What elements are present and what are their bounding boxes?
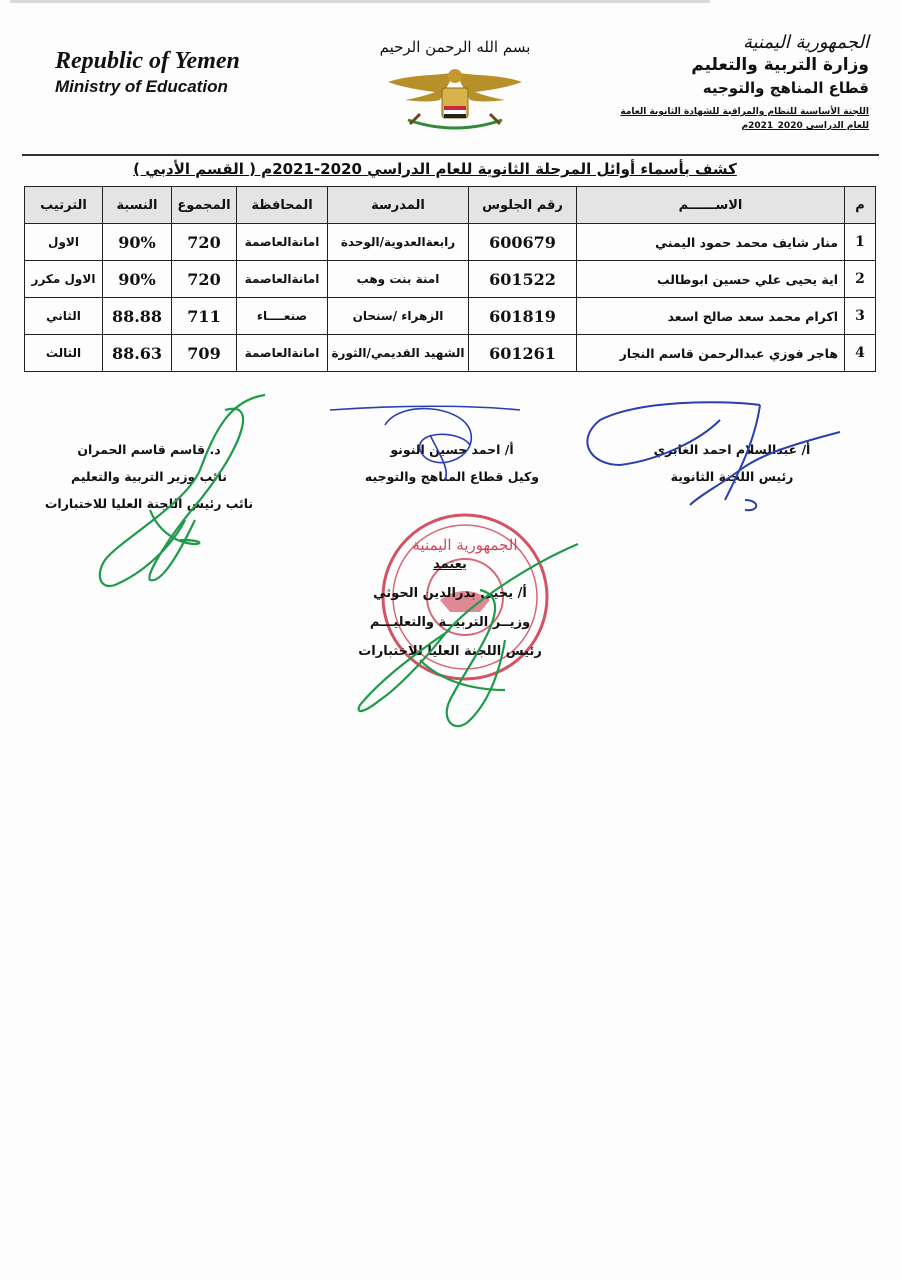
header-divider xyxy=(22,154,879,156)
col-header-governorate: المحافظة xyxy=(237,187,328,224)
col-header-percentage: النسبة xyxy=(103,187,172,224)
cell-governorate: امانةالعاصمة xyxy=(237,224,328,261)
republic-label-en: Republic of Yemen xyxy=(55,48,240,74)
cell-percentage: 88.63 xyxy=(103,335,172,372)
signature-block-right xyxy=(612,436,852,490)
arabic-header xyxy=(620,32,869,131)
cell-rank: الاول مكرر xyxy=(25,261,103,298)
col-header-school: المدرسة xyxy=(328,187,469,224)
col-header-seat: رقم الجلوس xyxy=(469,187,577,224)
cell-rank: الثاني xyxy=(25,298,103,335)
cell-seat: 601522 xyxy=(469,261,577,298)
cell-name: اكرام محمد سعد صالح اسعد xyxy=(577,298,845,335)
signature-block-center xyxy=(352,436,552,490)
center-header xyxy=(370,38,540,134)
basmala: بسم الله الرحمن الرحيم xyxy=(379,38,531,56)
top-edge-line xyxy=(10,0,710,3)
cell-school: رابعةالعدوية/الوحدة xyxy=(328,224,469,261)
committee-label: اللجنة الأساسية للنظام والمراقبة للشهادة الثانوية العامة xyxy=(620,107,869,117)
cell-school: امنة بنت وهب xyxy=(328,261,469,298)
cell-index: 4 xyxy=(845,335,876,372)
signature-block-left xyxy=(24,436,274,517)
col-header-name: الاســــــم xyxy=(577,187,845,224)
table-row xyxy=(25,335,876,372)
right-signatory-role: رئيس اللجنة الثانوية xyxy=(670,469,794,484)
approve-role2: رئيس اللجنة العليا للاختبارات xyxy=(358,644,542,659)
left-signatory-role2: نائب رئيس اللجنة العليا للاختبارات xyxy=(44,496,254,511)
col-header-index: م xyxy=(845,187,876,224)
results-table xyxy=(24,186,876,372)
col-header-total: المجموع xyxy=(172,187,237,224)
cell-seat: 601819 xyxy=(469,298,577,335)
approve-name: أ/ يحيى بدرالدين الحوثي xyxy=(373,586,527,601)
right-signatory-name: أ/ عبدالسلام احمد الغابري xyxy=(653,442,811,457)
cell-index: 2 xyxy=(845,261,876,298)
table-header-row xyxy=(25,187,876,224)
approve-role1: وزيــر التربيــة والتعليـــم xyxy=(369,615,531,630)
academic-year-label: للعام الدراسي 2020_2021م xyxy=(741,121,869,131)
center-signatory-role: وكيل قطاع المناهج والتوجيه xyxy=(364,469,540,484)
cell-school: الزهراء /سنحان xyxy=(328,298,469,335)
cell-school: الشهيد القديمي/الثورة xyxy=(328,335,469,372)
cell-total: 709 xyxy=(172,335,237,372)
left-signatory-role1: نائب وزير التربية والتعليم xyxy=(71,469,227,484)
cell-percentage: 90% xyxy=(103,224,172,261)
english-header xyxy=(55,48,240,97)
sector-label: قطاع المناهج والتوجيه xyxy=(702,79,869,97)
ministry-label-ar: وزارة التربية والتعليم xyxy=(691,55,869,75)
table-row xyxy=(25,261,876,298)
approve-label: يعتمد xyxy=(433,557,467,572)
cell-index: 1 xyxy=(845,224,876,261)
cell-index: 3 xyxy=(845,298,876,335)
cell-rank: الثالث xyxy=(25,335,103,372)
cell-name: اية يحيى علي حسين ابوطالب xyxy=(577,261,845,298)
cell-rank: الاول xyxy=(25,224,103,261)
table-row xyxy=(25,298,876,335)
cell-governorate: صنعــــاء xyxy=(237,298,328,335)
cell-percentage: 88.88 xyxy=(103,298,172,335)
cell-total: 720 xyxy=(172,224,237,261)
center-signatory-name: أ/ احمد حسين النونو xyxy=(390,442,514,457)
document-title: كشف بأسماء أوائل المرحلة الثانوية للعام الدراسي 2020-2021م ( القسم الأدبي ) xyxy=(133,160,737,178)
republic-label-ar: الجمهورية اليمنية xyxy=(742,32,869,53)
cell-total: 720 xyxy=(172,261,237,298)
cell-name: منار شايف محمد حمود اليمني xyxy=(577,224,845,261)
approval-block xyxy=(340,550,560,666)
cell-name: هاجر فوزي عبدالرحمن قاسم النجار xyxy=(577,335,845,372)
yemen-emblem-icon xyxy=(380,62,530,134)
table-row xyxy=(25,224,876,261)
cell-seat: 600679 xyxy=(469,224,577,261)
col-header-rank: الترتيب xyxy=(25,187,103,224)
cell-seat: 601261 xyxy=(469,335,577,372)
stamp-text: الجمهورية اليمنية xyxy=(412,536,518,554)
cell-governorate: امانةالعاصمة xyxy=(237,335,328,372)
cell-governorate: امانةالعاصمة xyxy=(237,261,328,298)
left-signatory-name: د. قاسم قاسم الحمران xyxy=(77,442,221,457)
cell-total: 711 xyxy=(172,298,237,335)
cell-percentage: 90% xyxy=(103,261,172,298)
ministry-label-en: Ministry of Education xyxy=(55,77,228,96)
